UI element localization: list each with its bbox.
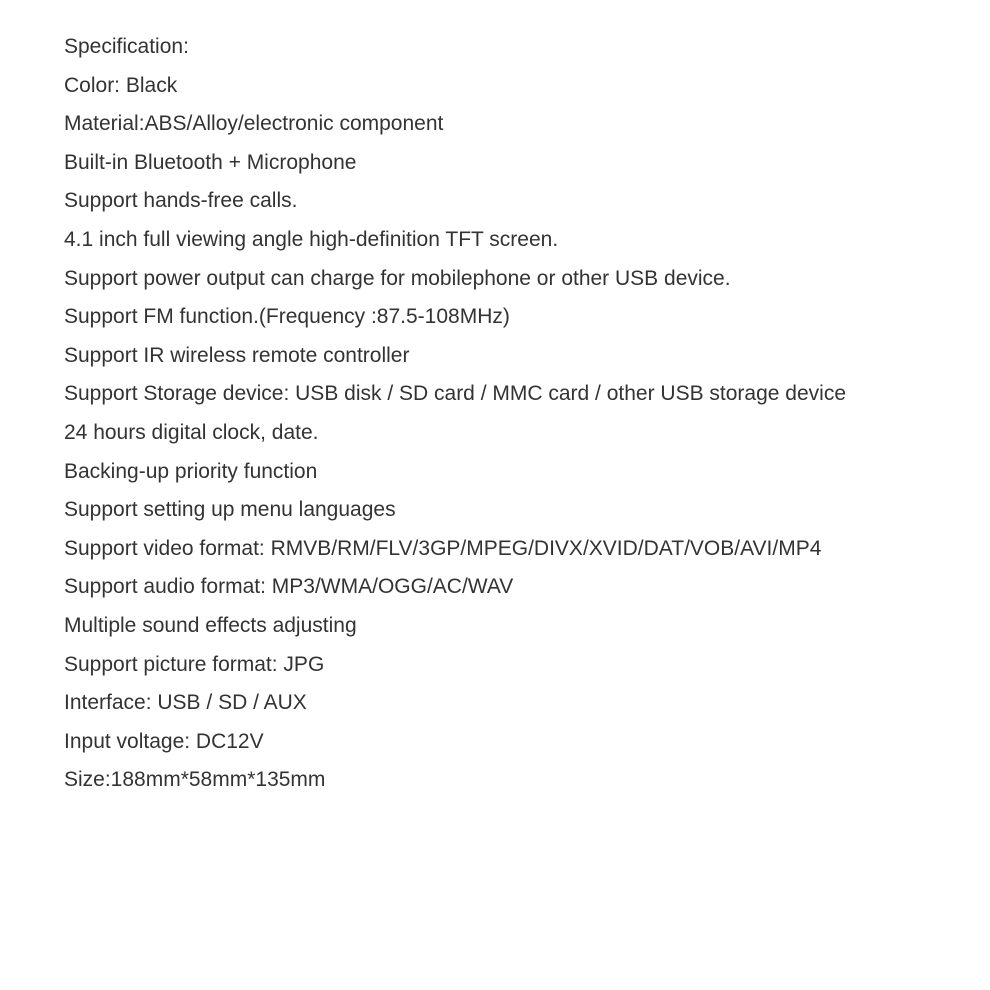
spec-menu-languages: Support setting up menu languages <box>64 498 396 522</box>
spec-ir-remote: Support IR wireless remote controller <box>64 343 410 367</box>
spec-backup-priority: Backing-up priority function <box>64 459 318 483</box>
spec-storage-device: Support Storage device: USB disk / SD card / MMC card / other USB storage device <box>64 382 847 406</box>
spec-interface: Interface: USB / SD / AUX <box>64 691 307 715</box>
spec-screen: 4.1 inch full viewing angle high-definition TFT screen. <box>64 227 559 251</box>
spec-audio-format: Support audio format: MP3/WMA/OGG/AC/WAV <box>64 575 514 599</box>
spec-heading: Specification: <box>64 35 189 58</box>
spec-fm-function: Support FM function.(Frequency :87.5-108MHz) <box>64 305 510 329</box>
spec-sound-effects: Multiple sound effects adjusting <box>64 613 357 637</box>
spec-size: Size:188mm*58mm*135mm <box>64 768 326 792</box>
spec-clock: 24 hours digital clock, date. <box>64 420 319 444</box>
spec-material: Material:ABS/Alloy/electronic component <box>64 112 444 136</box>
spec-input-voltage: Input voltage: DC12V <box>64 729 264 753</box>
specification-list <box>64 28 974 800</box>
spec-picture-format: Support picture format: JPG <box>64 652 325 676</box>
spec-power-output: Support power output can charge for mobilephone or other USB device. <box>64 266 731 290</box>
spec-color: Color: Black <box>64 73 178 97</box>
spec-video-format: Support video format: RMVB/RM/FLV/3GP/MPEG/DIVX/XVID/DAT/VOB/AVI/MP4 <box>64 536 822 560</box>
spec-hands-free: Support hands-free calls. <box>64 189 298 213</box>
spec-bluetooth: Built-in Bluetooth + Microphone <box>64 150 357 174</box>
